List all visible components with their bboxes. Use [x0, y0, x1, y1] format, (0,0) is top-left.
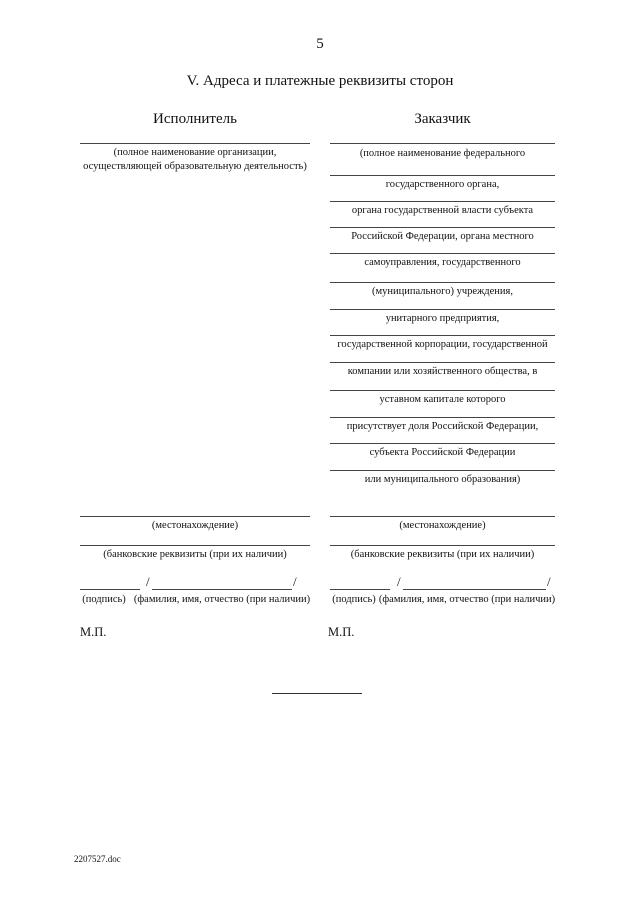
customer-name-caption-7: государственной корпорации, государственной: [337, 339, 548, 350]
executor-location-line: [80, 516, 310, 517]
customer-bank-line: [330, 545, 555, 546]
customer-name-line-5: [330, 282, 555, 283]
file-name-footer: 2207527.doc: [74, 854, 121, 864]
customer-name-caption-1: государственного органа,: [385, 179, 500, 190]
customer-name-line-7: [330, 335, 555, 336]
customer-name-line-9: [330, 390, 555, 391]
customer-name-line-11: [330, 443, 555, 444]
customer-name-line-1: [330, 175, 555, 176]
customer-name-caption-11: субъекта Российской Федерации: [369, 447, 516, 458]
executor-heading: Исполнитель: [153, 111, 237, 127]
section-title: V. Адреса и платежные реквизиты сторон: [186, 73, 454, 89]
customer-name-caption-12: или муниципального образования): [364, 474, 521, 485]
executor-name-caption-2: осуществляющей образовательную деятельность): [83, 161, 307, 172]
closing-rule: [272, 693, 362, 694]
customer-location-caption: (местонахождение): [399, 520, 486, 531]
customer-name-caption-6: унитарного предприятия,: [385, 313, 500, 324]
executor-bank-line: [80, 545, 310, 546]
customer-name-line-2: [330, 201, 555, 202]
page-number: 5: [316, 36, 324, 52]
customer-name-line-3: [330, 227, 555, 228]
customer-location-line: [330, 516, 555, 517]
executor-signature-caption: (подпись): [82, 594, 126, 605]
customer-fio-end-separator: /: [547, 574, 551, 589]
customer-name-caption-5: (муниципального) учреждения,: [372, 286, 513, 297]
customer-name-line-10: [330, 417, 555, 418]
customer-name-caption-0: (полное наименование федерального: [359, 148, 526, 159]
executor-fio-caption: (фамилия, имя, отчество (при наличии): [133, 594, 311, 605]
executor-fio-end-separator: /: [293, 574, 297, 589]
customer-name-line-0: [330, 143, 555, 144]
customer-bank-caption: (банковские реквизиты (при их наличии): [350, 549, 535, 560]
customer-name-caption-3: Российской Федерации, органа местного: [351, 231, 534, 242]
executor-bank-caption: (банковские реквизиты (при их наличии): [103, 549, 287, 560]
customer-name-caption-10: присутствует доля Российской Федерации,: [346, 421, 539, 432]
executor-name-line: [80, 143, 310, 144]
executor-signature-line: [80, 589, 140, 590]
executor-location-caption: (местонахождение): [151, 520, 239, 531]
customer-fio-line: [403, 589, 546, 590]
customer-name-caption-8: компании или хозяйственного общества, в: [347, 366, 538, 377]
customer-name-line-8: [330, 362, 555, 363]
customer-name-line-4: [330, 253, 555, 254]
customer-name-caption-9: уставном капитале которого: [379, 394, 506, 405]
customer-name-line-12: [330, 470, 555, 471]
executor-signature-separator: /: [146, 574, 150, 589]
customer-stamp: М.П.: [328, 625, 355, 639]
executor-name-caption-1: (полное наименование организации,: [113, 147, 277, 158]
customer-name-line-6: [330, 309, 555, 310]
customer-signature-caption: (подпись): [332, 594, 376, 605]
customer-fio-caption: (фамилия, имя, отчество (при наличии): [378, 594, 556, 605]
executor-stamp: М.П.: [80, 625, 107, 639]
customer-signature-line: [330, 589, 390, 590]
customer-name-caption-4: самоуправления, государственного: [364, 257, 521, 268]
customer-name-caption-2: органа государственной власти субъекта: [351, 205, 534, 216]
customer-signature-separator: /: [397, 574, 401, 589]
customer-heading: Заказчик: [414, 111, 471, 127]
executor-fio-line: [152, 589, 292, 590]
